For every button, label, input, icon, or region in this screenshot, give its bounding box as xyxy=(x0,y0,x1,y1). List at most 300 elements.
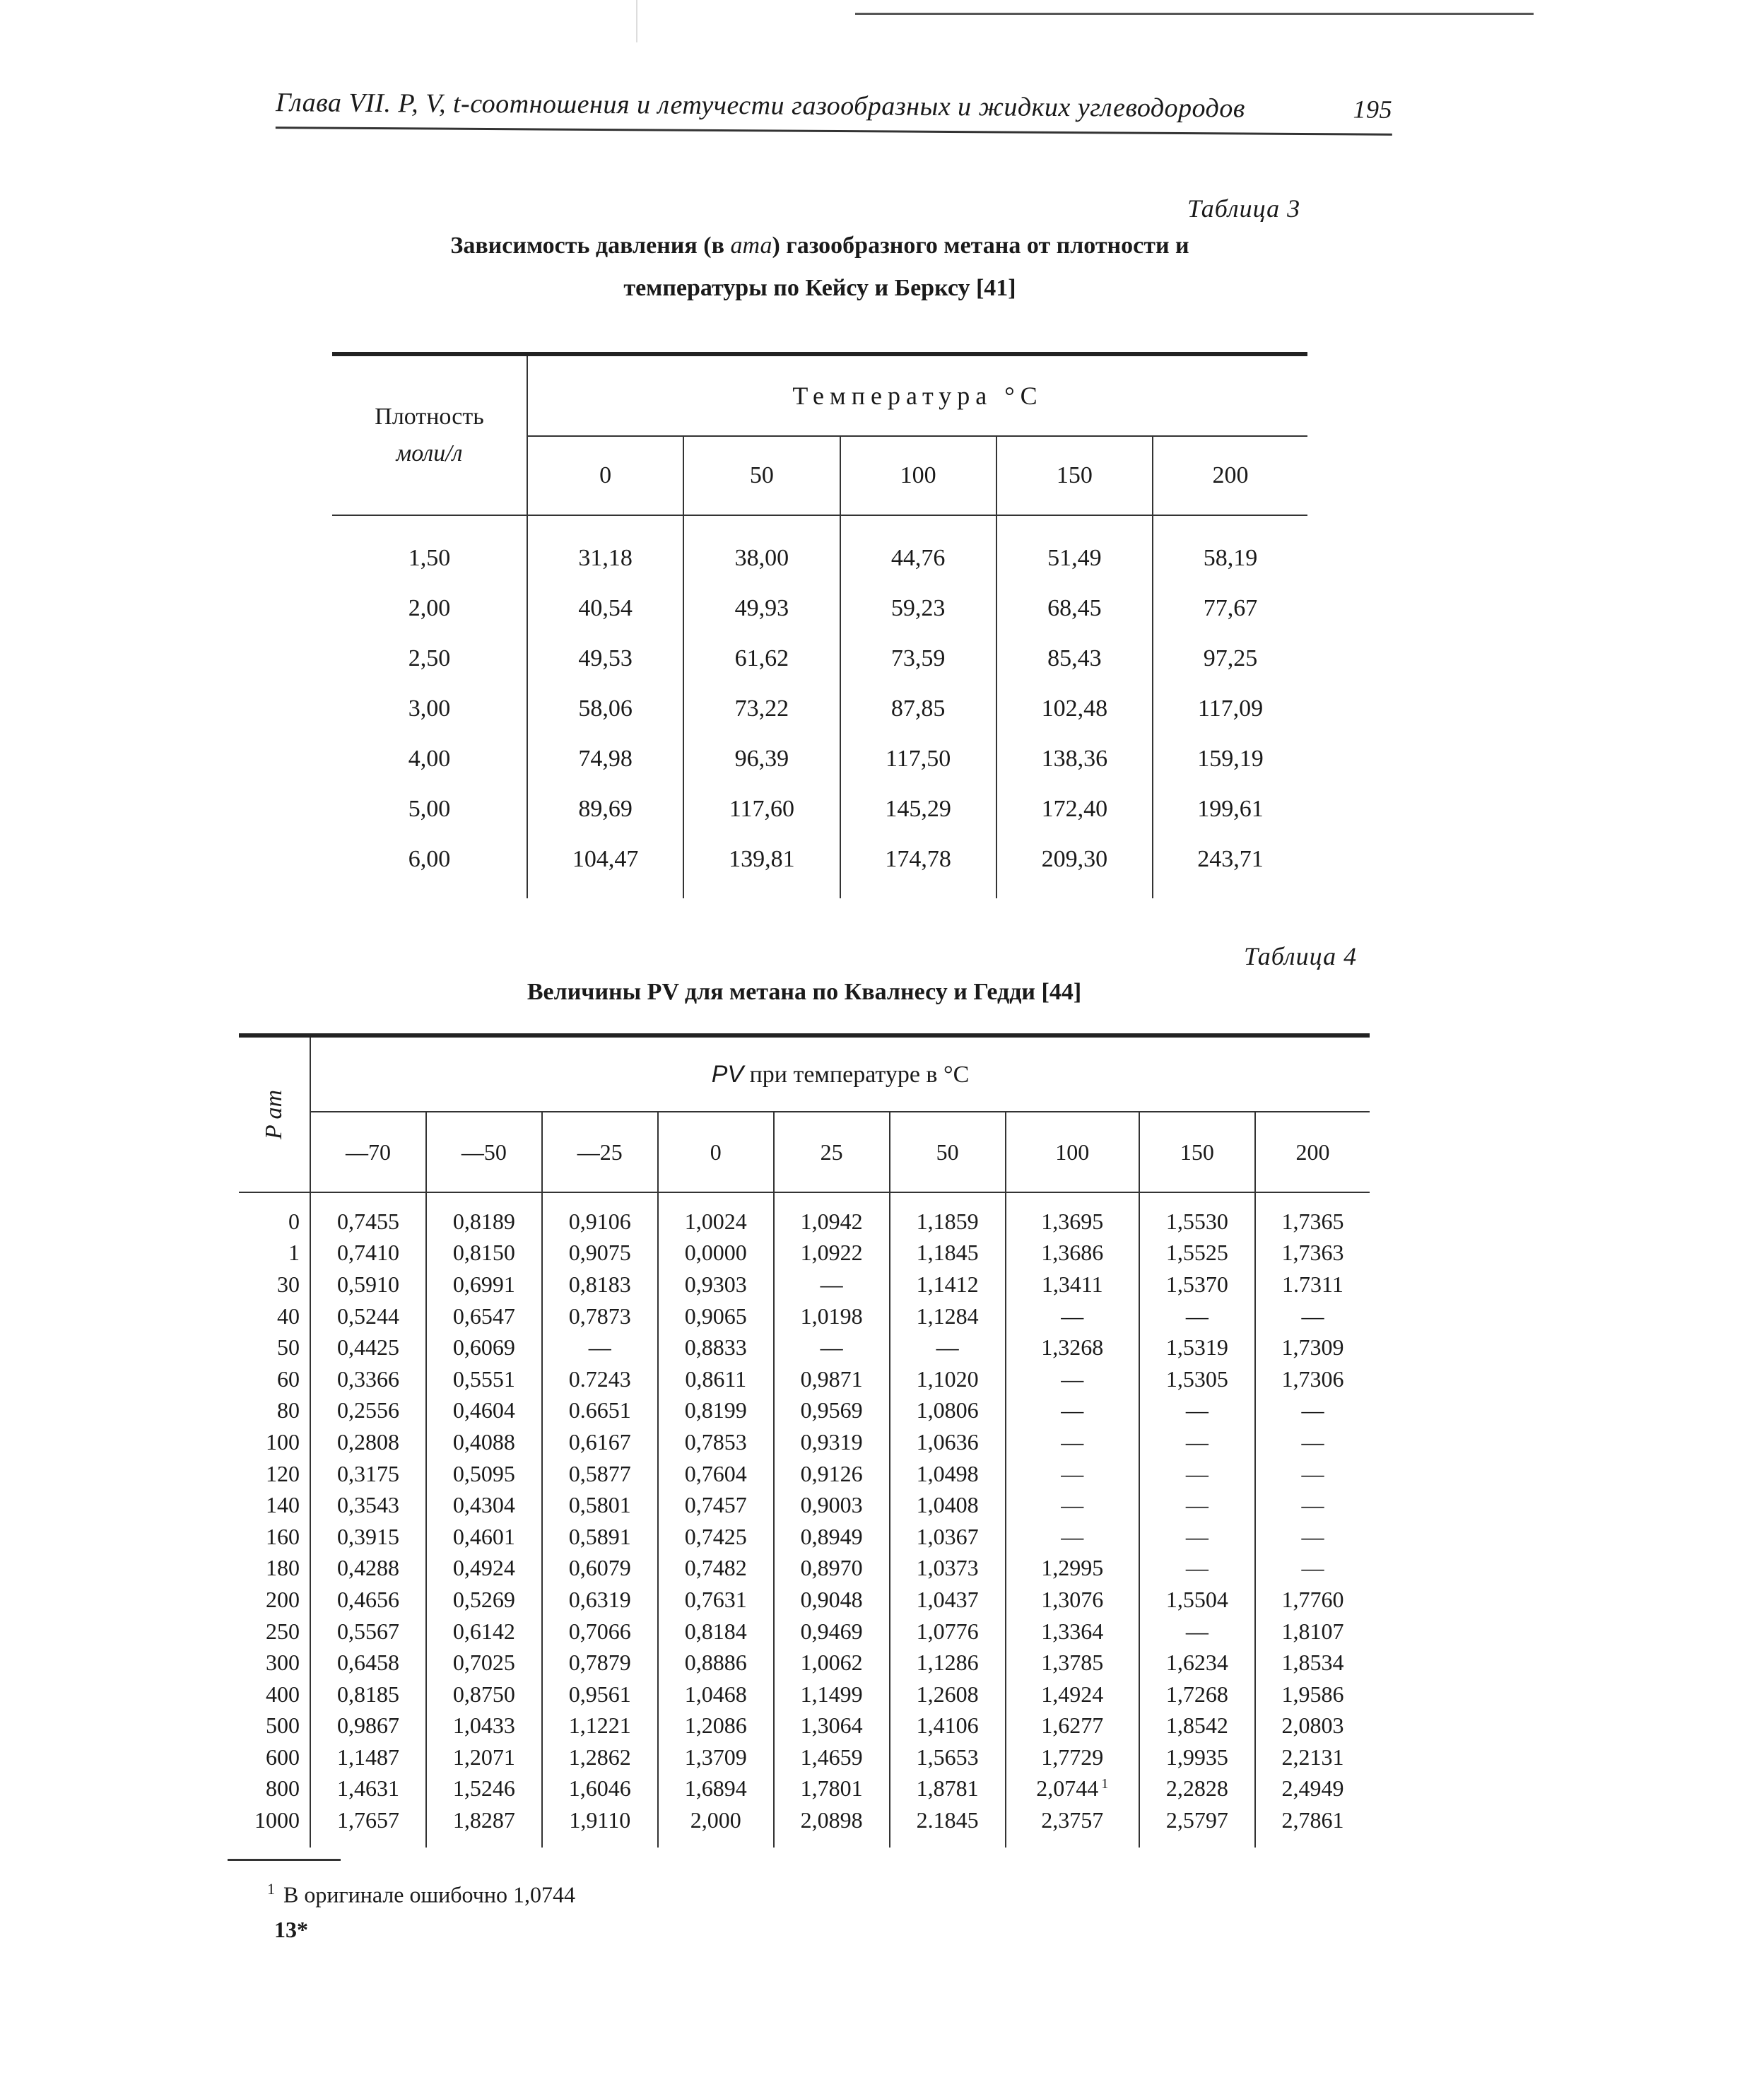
table4-value-cell: 0,3366 xyxy=(336,1365,399,1392)
table4-value-cell: — xyxy=(1006,1300,1139,1332)
table4-value-cell: 1,4659 xyxy=(774,1741,890,1773)
table4-value-cell: 1.7311 xyxy=(1255,1269,1370,1300)
table4-value-cell: 1,1859 xyxy=(890,1192,1006,1238)
table3-value-cell: 49,53 xyxy=(578,645,633,671)
table4-value-cell: 0,5801 xyxy=(542,1489,658,1521)
table4-value-cell: 0,4924 xyxy=(426,1553,542,1585)
table-row xyxy=(332,583,1307,633)
table3-value-cell: 199,61 xyxy=(1153,784,1307,834)
table3-value-cell: 174,78 xyxy=(840,834,996,898)
table4-value-cell: 0,7631 xyxy=(658,1584,774,1616)
table4-pressure-cell: 1000 xyxy=(239,1804,310,1848)
table-row xyxy=(332,683,1307,734)
table4-value-cell: 0.7243 xyxy=(542,1363,658,1395)
table4-value-cell: 0,3175 xyxy=(336,1460,399,1486)
table3-value-cell: 138,36 xyxy=(996,734,1153,784)
table3-density-cell: 5,00 xyxy=(332,784,527,834)
table3-value-cell: 58,06 xyxy=(578,695,633,722)
table4-value-cell: — xyxy=(774,1332,890,1363)
table3-value-cell: 172,40 xyxy=(996,784,1153,834)
table4-value-cell: 1,5530 xyxy=(1139,1192,1255,1238)
table3-temp-col: 200 xyxy=(1153,436,1307,515)
table4-value-cell: — xyxy=(1255,1489,1370,1521)
table4-value-cell: 1,0437 xyxy=(890,1584,1006,1616)
table4-value-cell: 0,3915 xyxy=(336,1523,399,1549)
table4-value-cell: 2,000 xyxy=(658,1804,774,1848)
table4-value-cell: 1,2071 xyxy=(426,1741,542,1773)
table4-value-cell: 1,5305 xyxy=(1139,1363,1255,1395)
table3-value-cell: 87,85 xyxy=(840,683,996,734)
table4 xyxy=(239,1033,1370,1848)
table4-value-cell: 0,4656 xyxy=(336,1586,399,1612)
table3-value-cell: 49,93 xyxy=(683,583,840,633)
table4-value-cell: 2,3757 xyxy=(1006,1804,1139,1848)
table3-density-cell: 2,00 xyxy=(332,583,527,633)
table4-value-cell: 0,9003 xyxy=(774,1489,890,1521)
table4-value-cell: 1,9935 xyxy=(1139,1741,1255,1773)
table4-value-cell: 0,2556 xyxy=(336,1397,399,1423)
table3-density-cell: 4,00 xyxy=(332,734,527,784)
table4-value-cell: 0,9303 xyxy=(658,1269,774,1300)
table4-value-cell: 1,0433 xyxy=(426,1710,542,1742)
table4-value-cell: 1,0062 xyxy=(774,1647,890,1679)
table-row xyxy=(239,1426,1370,1458)
table4-value-cell: 1,3686 xyxy=(1006,1238,1139,1269)
table3-value-cell: 73,59 xyxy=(840,633,996,683)
table3-value-cell: 97,25 xyxy=(1153,633,1307,683)
table4-value-cell: 1,1284 xyxy=(890,1300,1006,1332)
table4-value-cell: 1,0367 xyxy=(890,1521,1006,1553)
table4-value-cell: 0,8189 xyxy=(426,1192,542,1238)
table4-value-cell: 0,7025 xyxy=(426,1647,542,1679)
table4-value-cell: 0,8199 xyxy=(658,1395,774,1427)
table-row xyxy=(239,1584,1370,1616)
table4-value-cell: 0,6079 xyxy=(542,1553,658,1585)
table4-value-cell: — xyxy=(1006,1426,1139,1458)
table4-value-cell: — xyxy=(1255,1395,1370,1427)
page-number: 195 xyxy=(1353,95,1393,124)
table4-value-cell: 2,7861 xyxy=(1255,1804,1370,1848)
table4-temp-col: 100 xyxy=(1006,1112,1139,1192)
table3-value-cell: 145,29 xyxy=(840,784,996,834)
table4-value-cell: 0,6167 xyxy=(542,1426,658,1458)
table4-value-cell: 0,8184 xyxy=(658,1616,774,1647)
table4-value-cell: 1,3411 xyxy=(1006,1269,1139,1300)
table4-value-cell: — xyxy=(542,1332,658,1363)
table-row xyxy=(239,1269,1370,1300)
table4-value-cell: 1,6046 xyxy=(542,1773,658,1805)
table4-value-cell: 1,1499 xyxy=(774,1679,890,1710)
table3-density-unit: моли/л xyxy=(396,440,463,466)
table4-value-cell: 2,5797 xyxy=(1139,1804,1255,1848)
table4-value-cell: — xyxy=(1006,1489,1139,1521)
footnote-rule xyxy=(228,1859,341,1861)
table4-pressure-cell: 50 xyxy=(239,1332,310,1363)
table4-value-cell: — xyxy=(1139,1616,1255,1647)
table4-value-cell: 0,5877 xyxy=(542,1458,658,1490)
table4-temp-col: 25 xyxy=(774,1112,890,1192)
table-row xyxy=(332,834,1307,898)
table4-value-cell: 1,1845 xyxy=(890,1238,1006,1269)
table-row xyxy=(239,1710,1370,1742)
table-row xyxy=(239,1553,1370,1585)
table4-value-cell: 0,5269 xyxy=(426,1584,542,1616)
table3-value-cell: 117,50 xyxy=(840,734,996,784)
table4-value-cell: — xyxy=(1139,1521,1255,1553)
table4-value-cell: 0,9106 xyxy=(542,1192,658,1238)
table4-value-cell: 0,6142 xyxy=(426,1616,542,1647)
table4-pressure-cell: 120 xyxy=(239,1458,310,1490)
table4-value-cell: 0,7482 xyxy=(658,1553,774,1585)
table4-value-cell: 0,3543 xyxy=(336,1492,399,1518)
table3-temp-col: 150 xyxy=(996,436,1153,515)
table-row xyxy=(239,1616,1370,1647)
table-row xyxy=(239,1489,1370,1521)
table3-caption: Таблица 3 xyxy=(1187,194,1301,223)
table4-value-cell: 0,4304 xyxy=(426,1489,542,1521)
table4-value-cell: — xyxy=(1006,1521,1139,1553)
table4-value-cell: 1,8781 xyxy=(890,1773,1006,1805)
footnote-text: В оригинале ошибочно 1,0744 xyxy=(283,1881,575,1908)
table4-value-cell: 1,3076 xyxy=(1006,1584,1139,1616)
table4-value-cell: 0,4601 xyxy=(426,1521,542,1553)
table4-value-cell: 0,8150 xyxy=(426,1238,542,1269)
table-row xyxy=(239,1363,1370,1395)
table4-value-cell: 1,8542 xyxy=(1139,1710,1255,1742)
table-row xyxy=(239,1192,1370,1238)
table4-value-cell: 1,0498 xyxy=(890,1458,1006,1490)
table4-value-cell: 0,8833 xyxy=(658,1332,774,1363)
table4-value-cell: 1,7657 xyxy=(336,1807,399,1833)
table4-value-cell: 0,7879 xyxy=(542,1647,658,1679)
table-row xyxy=(239,1679,1370,1710)
table3-title-unit: ата xyxy=(730,233,772,259)
table4-value-cell: 0,4425 xyxy=(336,1334,399,1361)
table3-value-cell: 74,98 xyxy=(578,745,633,772)
table4-value-cell: 0,8886 xyxy=(658,1647,774,1679)
table4-value-cell: 1,0373 xyxy=(890,1553,1006,1585)
table4-value-cell: 2.1845 xyxy=(890,1804,1006,1848)
table3-temperature-header: Температура °C xyxy=(527,354,1307,436)
scan-edge-line xyxy=(855,13,1534,15)
table4-title: Величины PV для метана по Квалнесу и Гедди [44] xyxy=(527,979,1082,1005)
table4-value-cell: — xyxy=(890,1332,1006,1363)
table4-pressure-cell: 80 xyxy=(239,1395,310,1427)
table4-value-cell: 0,8949 xyxy=(774,1521,890,1553)
table4-pressure-cell: 250 xyxy=(239,1616,310,1647)
table4-temp-col: —50 xyxy=(426,1112,542,1192)
table3 xyxy=(332,352,1307,898)
table4-value-cell: 0,9075 xyxy=(542,1238,658,1269)
table4-temp-col: 0 xyxy=(658,1112,774,1192)
table4-value-cell: 1,4924 xyxy=(1006,1679,1139,1710)
table4-pressure-cell: 30 xyxy=(239,1269,310,1300)
table-row xyxy=(239,1804,1370,1848)
signature-mark: 13* xyxy=(274,1917,308,1942)
table4-temp-col: 200 xyxy=(1255,1112,1370,1192)
table4-value-cell: 1,5319 xyxy=(1139,1332,1255,1363)
table3-value-cell: 89,69 xyxy=(578,795,633,822)
table3-value-cell: 159,19 xyxy=(1153,734,1307,784)
table4-value-cell: 0.6651 xyxy=(542,1395,658,1427)
table4-value-cell: 2,4949 xyxy=(1255,1773,1370,1805)
table4-value-cell: 0,5551 xyxy=(426,1363,542,1395)
running-head xyxy=(276,87,1392,136)
table4-value-cell: 1,7268 xyxy=(1139,1679,1255,1710)
table4-pressure-cell: 60 xyxy=(239,1363,310,1395)
table4-value-cell: 1,5246 xyxy=(426,1773,542,1805)
table4-value-cell: 0,9319 xyxy=(774,1426,890,1458)
table-row xyxy=(332,734,1307,784)
table4-value-cell: 2,0898 xyxy=(774,1804,890,1848)
table4-value-cell: 1,5525 xyxy=(1139,1238,1255,1269)
table4-value-cell: 0,6458 xyxy=(336,1650,399,1676)
table4-value-cell: 1,8287 xyxy=(426,1804,542,1848)
table4-value-cell: 1,7729 xyxy=(1006,1741,1139,1773)
table4-value-cell: 0,8750 xyxy=(426,1679,542,1710)
table4-value-cell: — xyxy=(1006,1363,1139,1395)
table4-value-cell: — xyxy=(1255,1458,1370,1490)
table4-value-cell: 0,5910 xyxy=(336,1271,399,1297)
table-row xyxy=(239,1773,1370,1805)
table4-value-cell: 0,9871 xyxy=(774,1363,890,1395)
table4-value-cell: — xyxy=(1255,1553,1370,1585)
table4-value-cell: 1,7365 xyxy=(1255,1192,1370,1238)
footnote: $^1$ В оригинале ошибочно 1,0744 xyxy=(267,1880,575,1908)
table4-value-cell: 0,7066 xyxy=(542,1616,658,1647)
table4-pv-header: PV при температуре в °C xyxy=(310,1035,1370,1112)
scan-speck xyxy=(636,0,637,42)
table4-value-cell: 1,3364 xyxy=(1006,1616,1139,1647)
table4-value-cell: — xyxy=(1139,1489,1255,1521)
table4-value-cell: — xyxy=(1139,1300,1255,1332)
table3-density-cell: 6,00 xyxy=(332,834,527,898)
table4-value-cell: 1,6894 xyxy=(658,1773,774,1805)
table3-temp-col: 100 xyxy=(840,436,996,515)
table4-pressure-cell: 500 xyxy=(239,1710,310,1742)
table4-value-cell: 0,7425 xyxy=(658,1521,774,1553)
table4-value-cell: 1,0468 xyxy=(658,1679,774,1710)
table4-value-cell: — xyxy=(1255,1426,1370,1458)
table3-title xyxy=(332,225,1307,310)
table4-value-cell: 1,0942 xyxy=(774,1192,890,1238)
table-row xyxy=(332,784,1307,834)
table3-density-header: Плотность моли/л xyxy=(332,354,527,515)
table4-value-cell: 1,0776 xyxy=(890,1616,1006,1647)
table3-density-cell: 2,50 xyxy=(332,633,527,683)
table3-density-cell: 3,00 xyxy=(332,683,527,734)
table4-value-cell: 0,8183 xyxy=(542,1269,658,1300)
table-row xyxy=(239,1395,1370,1427)
table4-pressure-cell: 180 xyxy=(239,1553,310,1585)
table-row xyxy=(239,1647,1370,1679)
table4-value-cell: 1,0024 xyxy=(658,1192,774,1238)
table4-value-cell: 1,6277 xyxy=(1006,1710,1139,1742)
table-row xyxy=(239,1300,1370,1332)
table3-value-cell: 73,22 xyxy=(683,683,840,734)
table4-value-cell: 0,5095 xyxy=(426,1458,542,1490)
table4-value-cell: 1,4106 xyxy=(890,1710,1006,1742)
table4-value-cell: — xyxy=(1139,1553,1255,1585)
table4-value-cell: 1,0636 xyxy=(890,1426,1006,1458)
table4-value-cell: 0,6547 xyxy=(426,1300,542,1332)
table4-pressure-cell: 40 xyxy=(239,1300,310,1332)
table4-pressure-cell: 140 xyxy=(239,1489,310,1521)
table3-value-cell: 139,81 xyxy=(683,834,840,898)
table3-value-cell: 58,19 xyxy=(1153,515,1307,583)
table3-value-cell: 61,62 xyxy=(683,633,840,683)
table3-value-cell: 51,49 xyxy=(996,515,1153,583)
table4-value-cell: 0,9561 xyxy=(542,1679,658,1710)
table4-value-cell: 0,9126 xyxy=(774,1458,890,1490)
table4-value-cell: 0,8611 xyxy=(658,1363,774,1395)
table4-value-cell: 1,3064 xyxy=(774,1710,890,1742)
table4-value-cell: 0,7604 xyxy=(658,1458,774,1490)
table3-temp-col: 50 xyxy=(683,436,840,515)
table4-value-cell: 1,2862 xyxy=(542,1741,658,1773)
table4-pressure-cell: 300 xyxy=(239,1647,310,1679)
table4-value-cell: 1,0408 xyxy=(890,1489,1006,1521)
table4-pressure-cell: 800 xyxy=(239,1773,310,1805)
table4-value-cell: 2,2828 xyxy=(1139,1773,1255,1805)
table4-value-cell: 0,4088 xyxy=(426,1426,542,1458)
table4-pressure-cell: 0 xyxy=(239,1192,310,1238)
table4-value-cell: 0,7457 xyxy=(658,1489,774,1521)
table-row xyxy=(239,1238,1370,1269)
table4-value-cell: 1,5370 xyxy=(1139,1269,1255,1300)
table4-value-cell: 1,7760 xyxy=(1255,1584,1370,1616)
table3-title-line1: Зависимость давления (в ата) газообразного метана от плотности и xyxy=(450,233,1189,259)
table4-value-cell: 1,1487 xyxy=(336,1744,399,1770)
table4-pressure-cell: 160 xyxy=(239,1521,310,1553)
table4-value-cell: 0,9569 xyxy=(774,1395,890,1427)
table3-value-cell: 68,45 xyxy=(996,583,1153,633)
table4-value-cell: 0,0000 xyxy=(658,1238,774,1269)
table4-value-cell: — xyxy=(1006,1395,1139,1427)
running-title: Глава VII. P, V, t-соотношения и летучести газообразных и жидких углеводородов xyxy=(275,88,1245,124)
table4-value-cell: 1,3268 xyxy=(1006,1332,1139,1363)
table4-value-cell: 2,0803 xyxy=(1255,1710,1370,1742)
table4-value-cell: 1,5653 xyxy=(890,1741,1006,1773)
table4-value-cell: 2,2131 xyxy=(1255,1741,1370,1773)
table4-value-cell: 1,1020 xyxy=(890,1363,1006,1395)
table3-value-cell: 40,54 xyxy=(578,594,633,621)
table4-value-cell: 0,5567 xyxy=(336,1618,399,1644)
table4-value-cell: 0,7873 xyxy=(542,1300,658,1332)
table4-value-cell: 0,8185 xyxy=(336,1681,399,1707)
table4-value-cell: 1,6234 xyxy=(1139,1647,1255,1679)
table3-title-line2: температуры по Кейсу и Берксу [41] xyxy=(623,275,1016,301)
table4-value-cell: 0,9048 xyxy=(774,1584,890,1616)
table4-value-cell: 0,9065 xyxy=(658,1300,774,1332)
table4-temp-col: —70 xyxy=(310,1112,426,1192)
table3-value-cell: 243,71 xyxy=(1153,834,1307,898)
table4-value-cell: 1,7306 xyxy=(1255,1363,1370,1395)
table4-value-cell: — xyxy=(1255,1521,1370,1553)
table4-caption: Таблица 4 xyxy=(1244,942,1358,970)
table4-value-cell: 1,3785 xyxy=(1006,1647,1139,1679)
table3-value-cell: 31,18 xyxy=(578,544,633,571)
table3-value-cell: 104,47 xyxy=(572,845,639,872)
table4-temp-col: 150 xyxy=(1139,1112,1255,1192)
table4-value-cell: 1,7309 xyxy=(1255,1332,1370,1363)
table4-value-cell: 1,8534 xyxy=(1255,1647,1370,1679)
table-row xyxy=(239,1741,1370,1773)
table4-value-cell: 0,9867 xyxy=(336,1713,399,1739)
table3-value-cell: 59,23 xyxy=(840,583,996,633)
table4-value-cell: 1,1221 xyxy=(542,1710,658,1742)
table4-value-cell: 1,5504 xyxy=(1139,1584,1255,1616)
table4-value-cell: 0,7410 xyxy=(336,1240,399,1266)
table4-value-cell: — xyxy=(1139,1395,1255,1427)
table4-temp-col: 50 xyxy=(890,1112,1006,1192)
footnote-ref: 1 xyxy=(1101,1775,1109,1792)
table3-value-cell: 44,76 xyxy=(840,515,996,583)
table4-value-cell: — xyxy=(1006,1458,1139,1490)
table4-value-cell: 1,0198 xyxy=(774,1300,890,1332)
table4-value-cell: 1,7363 xyxy=(1255,1238,1370,1269)
table4-value-cell: 1,2995 xyxy=(1006,1553,1139,1585)
table-row xyxy=(239,1332,1370,1363)
table4-value-cell: — xyxy=(774,1269,890,1300)
table4-value-cell: 1,0922 xyxy=(774,1238,890,1269)
table4-value-cell: 0,4288 xyxy=(336,1555,399,1581)
table-row xyxy=(332,515,1307,583)
table-row xyxy=(332,633,1307,683)
table4-value-cell: — xyxy=(1255,1300,1370,1332)
table3-value-cell: 96,39 xyxy=(683,734,840,784)
table4-value-cell: 1,2086 xyxy=(658,1710,774,1742)
table4-value-cell: 2,0744 $^1$ xyxy=(1006,1773,1139,1805)
table4-value-cell: 0,6991 xyxy=(426,1269,542,1300)
table4-pressure-cell: 200 xyxy=(239,1584,310,1616)
table4-value-cell: 0,9469 xyxy=(774,1616,890,1647)
table-row xyxy=(239,1458,1370,1490)
table4-value-cell: 1,1412 xyxy=(890,1269,1006,1300)
table4-value-cell: 1,0806 xyxy=(890,1395,1006,1427)
table3-value-cell: 38,00 xyxy=(683,515,840,583)
table3-value-cell: 117,09 xyxy=(1153,683,1307,734)
table4-value-cell: 1,3695 xyxy=(1006,1192,1139,1238)
table4-value-cell: 0,5244 xyxy=(336,1303,399,1329)
table3-value-cell: 102,48 xyxy=(996,683,1153,734)
table3-value-cell: 209,30 xyxy=(996,834,1153,898)
table4-value-cell: 1,3709 xyxy=(658,1741,774,1773)
table4-value-cell: 0,5891 xyxy=(542,1521,658,1553)
table3-value-cell: 117,60 xyxy=(683,784,840,834)
table4-pressure-cell: 100 xyxy=(239,1426,310,1458)
table3-value-cell: 77,67 xyxy=(1153,583,1307,633)
table4-pressure-cell: 600 xyxy=(239,1741,310,1773)
table4-value-cell: 0,2808 xyxy=(336,1428,399,1455)
table4-value-cell: 1,2608 xyxy=(890,1679,1006,1710)
table4-value-cell: 0,4604 xyxy=(426,1395,542,1427)
table4-pressure-cell: 1 xyxy=(239,1238,310,1269)
table3-temp-col: 0 xyxy=(527,436,683,515)
table4-value-cell: — xyxy=(1139,1426,1255,1458)
table4-pressure-header: P am xyxy=(239,1035,310,1192)
table-row xyxy=(239,1521,1370,1553)
table4-value-cell: 1,1286 xyxy=(890,1647,1006,1679)
table4-value-cell: 1,9586 xyxy=(1255,1679,1370,1710)
table4-value-cell: 1,7801 xyxy=(774,1773,890,1805)
table4-value-cell: 1,4631 xyxy=(336,1775,399,1802)
table4-value-cell: 1,9110 xyxy=(542,1804,658,1848)
table4-value-cell: 0,6069 xyxy=(426,1332,542,1363)
table4-value-cell: — xyxy=(1139,1458,1255,1490)
table4-pressure-cell: 400 xyxy=(239,1679,310,1710)
table4-temp-col: —25 xyxy=(542,1112,658,1192)
